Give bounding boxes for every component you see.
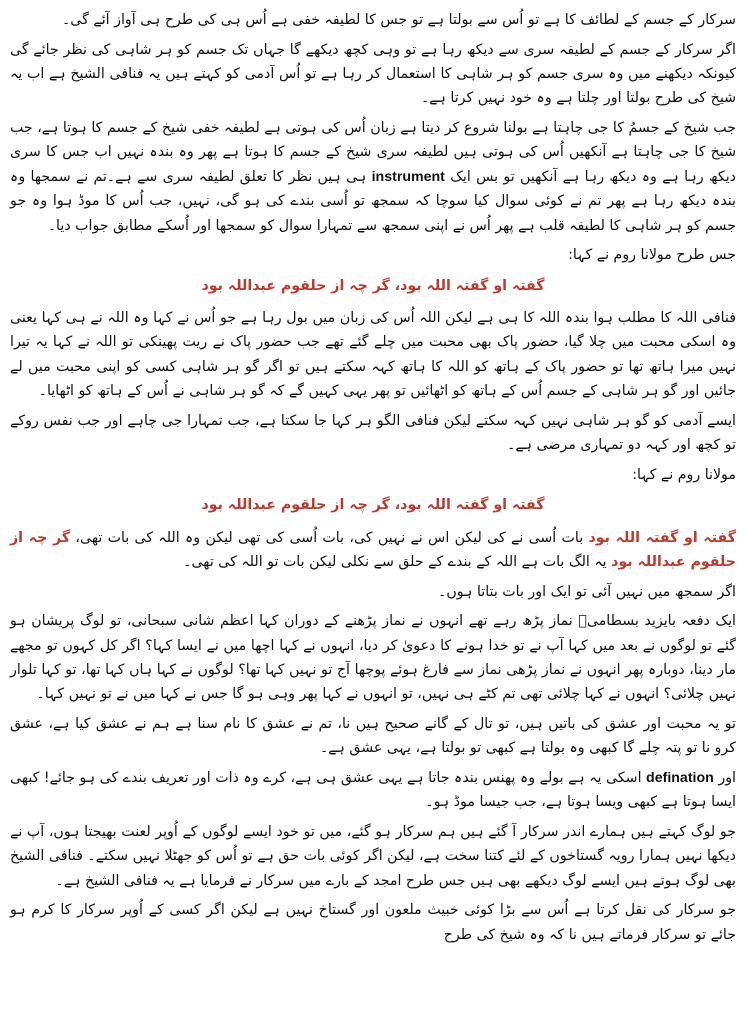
text-run: اور [713, 770, 736, 787]
paragraph: اگر سرکار کے جسم کے لطیفہ سری سے دیکھ رہا ہے تو وہی کچھ دیکھے گا جہاں تک جسم کو ہر شاہی کی نظر جائے گی کیونکہ دیکھنے میں وہ سری جسم کو ہر شاہی کا استعمال کر رہا ہے تو اُس آدمی کو کہتے ہیں یہ فنافی الشیخ ہے اب یہ شیخ کی طرح بولتا اور چلتا ہے وہ خود نہیں کرتا ہے۔ [10, 41, 736, 107]
paragraph: مولانا روم نے کہا: [632, 466, 736, 483]
text-run: اسکی یہ ہے بولے وہ پھنس بندہ جاتا ہے یہی عشق ہی ہے، کرے وہ ذات اور تعریف بندے کی ہو جائے! کبھی ایسا ہوتا ہے کبھی ویسا ہوتا ہے، جب جیسا موڈ ہو۔ [10, 770, 736, 811]
latin-term: defination [646, 770, 714, 787]
text-run: بات اُسی نے کی لیکن اس نے نہیں کی، بات اُسی کی تھی لیکن وہ اللہ کی بات تھی، [70, 529, 589, 546]
paragraph: فنافی اللہ کا مطلب ہوا بندہ اللہ کا ہی ہے لیکن اللہ اُس کی زبان میں بول رہا ہے جو اُس نے کہا وہ اللہ نے ہی کہا یعنی وہ اسکی محبت میں چلا گیا، حضور پاک بھی محبت میں چلے گئے تھے جب حضور پاک نے ریت پھینکی تو اللہ نے کہا یہ تیرا نہیں میرا ہاتھ تھا تو حضور پاک کے ہاتھ کو اللہ کا ہاتھ کہہ سکتے ہیں تو اگر گو ہر شاہی کسی کو اپنی محبت میں لے جائیں اور گو ہر شاہی کے جسم اُس کے ہاتھ کو اٹھائیں تو پھر یہی کہیں گے کہ گو ہر شاہی نے اُس کے ہاتھ کو اٹھایا۔ [10, 310, 736, 400]
paragraph: ایسے آدمی کو گو ہر شاہی نہیں کہہ سکتے لیکن فنافی الگو ہر کہا جا سکتا ہے، جب تمہارا جی چاہے اور جب نفس روکے تو کچھ اور کہہ دو تمہاری مرضی ہے۔ [10, 412, 736, 454]
paragraph: تو یہ محبت اور عشق کی باتیں ہیں، تو تال کے گانے صحیح ہیں نا، تم نے عشق کا نام سنا ہے ہم نے عشق کیا ہے، عشق کرو نا تو پتہ چلے گا کبھی وہ بولتا ہے کبھی تو بولتا ہے، یہی عشق ہے۔ [10, 716, 736, 757]
latin-term: instrument [371, 168, 445, 185]
highlighted-quote: گر چہ از حلقوم عبداللہ بود [10, 529, 736, 571]
paragraph: جو لوگ کہتے ہیں ہمارے اندر سرکار آ گئے ہیں ہم سرکار ہو گئے، میں تو خود ایسے لوگوں کے اُوپر لعنت بھیجتا ہوں، آپ نے دیکھا نہیں ہمارا رویہ گستاخوں کے لئے کتنا سخت ہے، لیکن اگر کوئی بات حق ہے تو اُس کو جھٹلا نہیں سکتے۔ فنافی الشیخ بھی لوگ ہوتے ہیں ایسے لوگ دیکھے بھی ہیں جس طرح امجد کے بارے میں سرکار نے فرمایا ہے یہ فنافی الشیخ ہے۔ [10, 824, 736, 889]
paragraph [10, 116, 736, 238]
paragraph: جو سرکار کی نقل کرتا ہے اُس سے بڑا کوئی خبیث ملعون اور گستاخ نہیں ہے لیکن اگر کسی کے اُوپر سرکار کا کرم ہو جائے تو سرکار فرماتے ہیں نا کہ وہ شیخ کی طرح [10, 902, 736, 943]
paragraph: جس طرح مولانا روم نے کہا: [568, 247, 736, 264]
paragraph [10, 526, 736, 575]
paragraph: ایک دفعہ بایزید بسطامیؒ نماز پڑھ رہے تھے انہوں نے نماز پڑھنے کے دوران کہا اعظم شانی سبحانی، تو لوگ پریشان ہو گئے تو لوگوں نے بعد میں کہا آپ نے تو خدا ہونے کا دعویٰ کر دیا، انہوں نے کہا اچھا میں نے ایسا کہا؟ اگر کل کہوں تو مجھے مار دینا، دوبارہ پھر انہوں نے نماز پڑھی نماز سے فارغ ہوئے پوچھا آج تو نہیں کہا تھا؟ لوگوں نے کہا ہاں کہا تھا، تو کہا تلوار نہیں چلائی؟ انہوں نے کہا چلائی تھی تم کٹے ہی نہیں، تو انہوں نے کہا پھر وہی ہو گا جس نے کہا میں نے تو نہیں کہا۔ [10, 613, 736, 703]
paragraph [10, 766, 736, 815]
highlighted-quote: گفتہ او گفتہ اللہ بود [588, 529, 736, 546]
text-run: جب شیخ کے جسمُ کا جی چاہتا ہے بولنا شروع کر دیتا ہے زبان اُس کی ہوتی ہے لطیفہ خفی شیخ کے جسم کا ہوتا ہے، جب شیخ کا جی چاہتا ہے آنکھیں اُس کی ہوتی ہیں لطیفہ سری شیخ کے جسم کا ہوتا ہے پھر وہ بندہ نہیں اب جس کا سری دیکھ رہا ہے وہ دیکھ رہا ہے آنکھیں تو بس ایک [10, 120, 736, 185]
poem-heading: گفتہ او گفتہ اللہ بود، گر چہ از حلقوم عبداللہ بود [201, 497, 545, 514]
text-run: یہ الگ بات ہے اللہ کے بندے کے حلق سے نکلی لیکن بات تو اللہ کی تھی۔ [183, 554, 612, 571]
paragraph: اگر سمجھ میں نہیں آئی تو ایک اور بات بتاتا ہوں۔ [438, 583, 736, 600]
paragraph: سرکار کے جسم کے لطائف کا ہے تو اُس سے بولتا ہے تو جس کا لطیفہ خفی ہے اُس ہی کی طرح ہی آواز آئے گی۔ [61, 12, 736, 28]
text-run: ہی ہیں نظر کا تعلق لطیفہ سری سے ہے۔تم نے سمجھا وہ بندہ دیکھ رہا ہے پھر تم نے کوئی سوال کیا سوچا کہ سمجھ تو اُسی بندے کی ہو گی، نہیں، جب اُس کا موڈ ہوا وہ جو جسم کو ہر شاہی کا لطیفہ قلب ہے پھر اُس نے اپنی سمجھ سے تمہارا سوال کو سمجھا اور اُسکے مطابق جواب دیا۔ [10, 168, 736, 234]
poem-heading: گفتہ او گفتہ اللہ بود، گر چہ از حلقوم عبداللہ بود [201, 277, 545, 294]
